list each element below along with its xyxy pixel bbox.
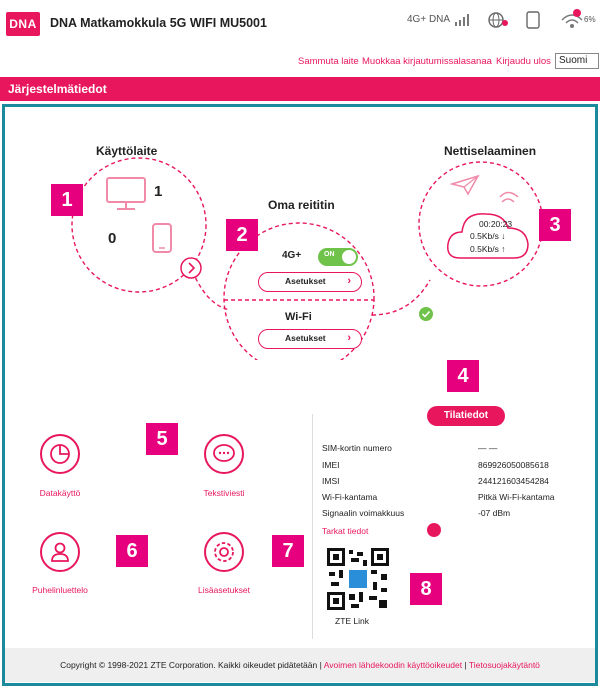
chat-bubble-icon (206, 436, 242, 472)
phonebook-button[interactable] (40, 532, 80, 572)
paper-plane-icon (450, 174, 480, 196)
advanced-settings-button[interactable] (204, 532, 244, 572)
upload-rate: 0.5Kb/s ↑ (470, 244, 506, 254)
footer-separator: | (319, 660, 322, 670)
badge-5: 5 (146, 423, 178, 455)
badge-4: 4 (447, 360, 479, 392)
sim-icon[interactable] (526, 11, 540, 29)
badge-8: 8 (410, 573, 442, 605)
globe-icon[interactable] (487, 10, 509, 30)
shutdown-link[interactable]: Sammuta laite (298, 56, 359, 67)
footer-separator: | (464, 660, 467, 670)
wifi-range-label: Wi-Fi-kantama (322, 492, 378, 502)
router-title: Oma reititin (268, 198, 335, 212)
computer-count: 1 (154, 183, 163, 200)
router-settings-button[interactable]: Asetukset › (258, 272, 362, 292)
badge-3: 3 (539, 209, 571, 241)
download-rate: 0.5Kb/s ↓ (470, 231, 506, 241)
phonebook-label[interactable]: Puhelinluettelo (32, 585, 88, 595)
imei-label: IMEI (322, 460, 340, 470)
sms-button[interactable] (204, 434, 244, 474)
data-usage-button[interactable] (40, 434, 80, 474)
wifi-icon[interactable] (560, 8, 584, 30)
signal-value: -07 dBm (478, 508, 511, 518)
battery-label: 6% (584, 15, 596, 24)
sms-label[interactable]: Tekstiviesti (203, 488, 245, 498)
sim-label: SIM-kortin numero (322, 443, 392, 453)
page-banner: Järjestelmätiedot (0, 77, 600, 101)
phone-icon (150, 222, 174, 254)
badge-6: 6 (116, 535, 148, 567)
wifi-title: Wi-Fi (285, 311, 312, 323)
devices-next-icon[interactable] (178, 255, 204, 281)
connection-time: 00:20:23 (479, 219, 513, 229)
gear-icon (206, 534, 242, 570)
logout-link[interactable]: Kirjaudu ulos (496, 56, 551, 67)
footer (5, 648, 595, 682)
imsi-label: IMSI (322, 476, 340, 486)
badge-1: 1 (51, 184, 83, 216)
devices-title: Käyttölaite (96, 144, 158, 158)
wifi-range-value: Pitkä Wi-Fi-kantama (478, 492, 555, 502)
qr-label: ZTE Link (335, 616, 370, 626)
mode-label: 4G+ (282, 250, 302, 261)
internet-title: Nettiselaaminen (444, 144, 537, 158)
details-toggle[interactable] (427, 523, 441, 537)
pie-chart-icon (42, 436, 78, 472)
sim-value: — — (478, 443, 498, 453)
status-tag: Tilatiedot (427, 406, 505, 426)
data-usage-label[interactable]: Datakäyttö (39, 488, 81, 498)
mode-toggle[interactable] (318, 248, 358, 266)
toggle-on-label: ON (324, 251, 335, 258)
connected-check-icon (418, 306, 434, 322)
badge-2: 2 (226, 219, 258, 251)
open-source-link[interactable]: Avoimen lähdekoodin käyttöoikeudet (323, 660, 463, 670)
edit-login-link[interactable]: Muokkaa kirjautumissalasanaa (362, 56, 492, 67)
imei-value: 869926050085618 (478, 460, 549, 470)
signal-label: Signaalin voimakkuus (322, 508, 405, 518)
language-select[interactable]: Suomi (555, 53, 599, 69)
copyright-text: Copyright © 1998-2021 ZTE Corporation. Kaikki oikeudet pidätetään (60, 660, 318, 670)
badge-7: 7 (272, 535, 304, 567)
signal-bars-icon (455, 14, 471, 26)
details-link[interactable]: Tarkat tiedot (322, 526, 369, 536)
phone-count: 0 (108, 230, 117, 247)
qr-code (327, 548, 389, 610)
imsi-value: 244121603454284 (478, 476, 549, 486)
dna-logo: DNA (6, 12, 40, 36)
person-icon (42, 534, 78, 570)
computer-icon (105, 176, 147, 212)
device-title: DNA Matkamokkula 5G WIFI MU5001 (50, 16, 267, 30)
network-status: 4G+ DNA (407, 14, 451, 25)
divider (312, 414, 313, 639)
wifi-settings-button[interactable]: Asetukset › (258, 329, 362, 349)
advanced-settings-label[interactable]: Lisäasetukset (198, 585, 250, 595)
privacy-link[interactable]: Tietosuojakäytäntö (468, 660, 540, 670)
